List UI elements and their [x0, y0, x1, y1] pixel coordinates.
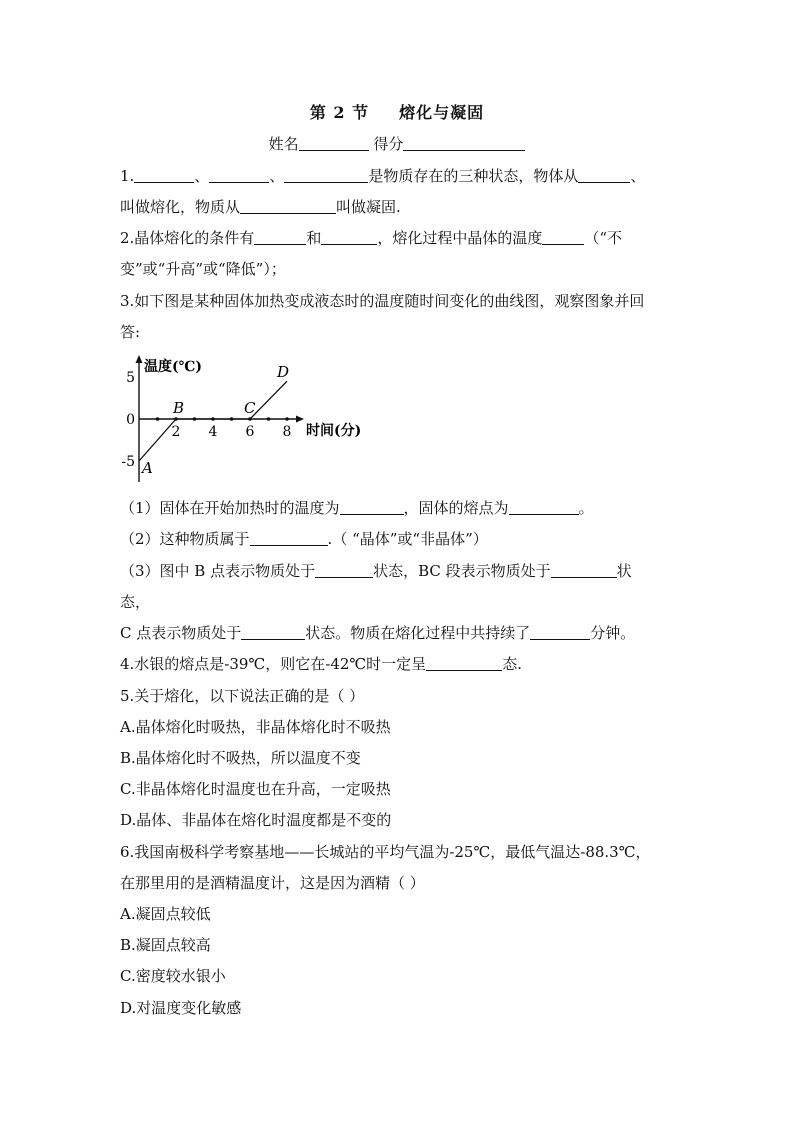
name-field[interactable] [299, 135, 369, 151]
section-title: 熔化与凝固 [399, 103, 485, 122]
q2-blank-3[interactable] [542, 229, 584, 245]
q6-stem-1: 6.我国南极科学考察基地——长城站的平均气温为-25℃，最低气温达-88.3℃， [120, 843, 651, 861]
x-axis-arrow [296, 416, 304, 423]
point-label-d: D [277, 363, 290, 382]
axis-dot [156, 417, 160, 421]
q4-blank[interactable] [426, 655, 502, 671]
point-label-b: B [173, 399, 185, 417]
q3-sub3-line-3: C 点表示物质处于 状态。物质在熔化过程中共持续了 分钟。 [120, 624, 636, 642]
axis-dot [211, 417, 215, 421]
q5-option-a[interactable]: A.晶体熔化时吸热，非晶体熔化时不吸热 [120, 718, 391, 736]
q3-sub3-blank-1[interactable] [315, 562, 373, 578]
score-field[interactable] [403, 135, 525, 151]
name-label: 姓名 [268, 135, 299, 153]
axis-dot [174, 417, 178, 421]
q1-blank-1[interactable] [134, 167, 194, 183]
x-tick-label-2: 2 [171, 424, 181, 440]
q4-line: 4.水银的熔点是-39℃，则它在-42℃时一定呈 态. [120, 655, 522, 673]
x-tick-label-8: 8 [282, 424, 292, 440]
x-tick-label-6: 6 [245, 424, 255, 440]
q3-sub2-blank[interactable] [250, 530, 328, 546]
q2-blank-1[interactable] [254, 229, 306, 245]
page-title [0, 100, 794, 123]
axis-dot [193, 417, 197, 421]
q5-option-c[interactable]: C.非晶体熔化时温度也在升高，一定吸热 [120, 780, 391, 798]
q6-stem-2: 在那里用的是酒精温度计，这是因为酒精（ ） [120, 874, 425, 892]
q3-sub3-line-1: （3）图中 B 点表示物质处于 状态，BC 段表示物质处于 状 [120, 562, 632, 580]
q6-option-d[interactable]: D.对温度变化敏感 [120, 999, 242, 1017]
y-tick-label-5: 5 [126, 370, 135, 386]
point-label-c: C [244, 399, 256, 417]
q2-line-1: 2.晶体熔化的条件有 和 ，熔化过程中晶体的温度 （“不 [120, 229, 623, 247]
q6-option-b[interactable]: B.凝固点较高 [120, 936, 211, 954]
q1-blank-5[interactable] [240, 198, 336, 214]
q3-sub1-blank-2[interactable] [509, 499, 579, 515]
y-axis-label: 温度(℃) [144, 359, 203, 375]
q1-blank-2[interactable] [209, 167, 269, 183]
q1-blank-3[interactable] [284, 167, 368, 183]
q1-blank-4[interactable] [578, 167, 630, 183]
q5-option-b[interactable]: B.晶体熔化时不吸热，所以温度不变 [120, 749, 361, 767]
section-label: 第 2 节 [309, 103, 370, 122]
series-line [139, 381, 287, 461]
q3-stem-2: 答: [120, 323, 141, 341]
axis-dot [285, 417, 289, 421]
q3-sub2: （2）这种物质属于 .（ “晶体”或“非晶体”） [120, 530, 488, 548]
axis-dot [248, 417, 252, 421]
name-score-line [0, 133, 794, 154]
q3-sub3-blank-3[interactable] [241, 624, 305, 640]
point-label-a: A [142, 459, 153, 477]
q3-sub1-blank-1[interactable] [340, 499, 404, 515]
x-tick-label-4: 4 [208, 424, 218, 440]
q3-sub1: （1）固体在开始加热时的温度为 ，固体的熔点为 。 [120, 499, 594, 517]
q1-line-1: 1. 、 、 是物质存在的三种状态，物体从 、 [120, 167, 646, 185]
x-axis-label: 时间(分) [306, 423, 362, 439]
q3-stem-1: 3.如下图是某种固体加热变成液态时的温度随时间变化的曲线图，观察图象并回 [120, 292, 645, 310]
q6-option-a[interactable]: A.凝固点较低 [120, 905, 211, 923]
q2-blank-2[interactable] [321, 229, 377, 245]
q3-sub3-line-2: 态， [120, 593, 151, 611]
q2-line-2: 变”或“升高”或“降低”）； [120, 260, 286, 278]
score-label: 得分 [373, 135, 404, 153]
y-tick-label-0: 0 [126, 412, 135, 428]
q5-stem: 5.关于熔化，以下说法正确的是（ ） [120, 687, 365, 705]
axis-dot [230, 417, 234, 421]
q5-option-d[interactable]: D.晶体、非晶体在熔化时温度都是不变的 [120, 811, 392, 829]
q3-sub3-blank-4[interactable] [530, 624, 590, 640]
temperature-time-graph [118, 352, 378, 487]
y-tick-label-neg5: -5 [121, 454, 135, 470]
y-axis-arrow [136, 355, 143, 363]
q6-option-c[interactable]: C.密度较水银小 [120, 967, 226, 985]
q3-sub3-blank-2[interactable] [551, 562, 617, 578]
axis-dot [267, 417, 271, 421]
q1-line-2: 叫做熔化，物质从 叫做凝固. [120, 198, 401, 216]
